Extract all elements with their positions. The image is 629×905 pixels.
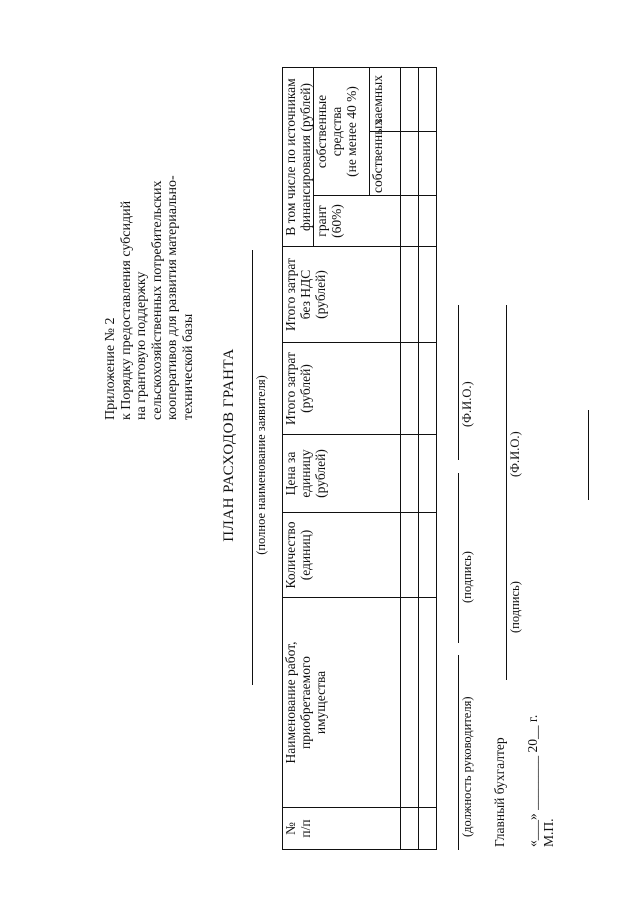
table-cell: [401, 196, 419, 247]
table-cell: [401, 435, 419, 513]
table-cell: [401, 513, 419, 598]
appendix-line: к Порядку предоставления субсидий: [118, 200, 134, 420]
col-header-unit-price: Цена за единицу (рублей): [283, 435, 401, 513]
appendix-line: кооперативов для развития материально-: [165, 175, 180, 420]
signature1-line: [458, 473, 459, 643]
table-cell: [401, 132, 419, 196]
fio2-line: [506, 305, 507, 505]
applicant-caption: (полное наименование заявителя): [254, 375, 268, 555]
col-header-grant: грант (60%): [314, 196, 401, 247]
table-cell: [401, 247, 419, 343]
table-cell: [419, 435, 437, 513]
table-cell: [419, 343, 437, 435]
head-position-line: [458, 655, 459, 850]
table-cell: [401, 67, 419, 131]
table-cell: [419, 132, 437, 196]
appendix-line: Приложение № 2: [103, 317, 118, 420]
table-cell: [401, 343, 419, 435]
table-cell: [419, 513, 437, 598]
signature2-line: [506, 505, 507, 680]
appendix-line: технической базы: [180, 313, 196, 420]
table-cell: [419, 598, 437, 808]
fio2-caption: (Ф.И.О.): [508, 431, 522, 477]
col-header-own-funds: собственные средства (не менее 40 %): [314, 67, 370, 195]
table-cell: [401, 808, 419, 850]
appendix-line: на грантовую поддержку: [134, 271, 149, 420]
chief-accountant-label: Главный бухгалтер: [492, 737, 507, 847]
table-row: [401, 67, 419, 849]
col-header-name: Наименование работ, приобретаемого имущества: [283, 598, 401, 808]
table-cell: [419, 247, 437, 343]
grant-expense-table: [282, 67, 437, 850]
col-header-quantity: Количество (единиц): [283, 513, 401, 598]
document-title: ПЛАН РАСХОДОВ ГРАНТА: [221, 348, 237, 542]
col-header-num: № п/п: [283, 808, 401, 850]
table-cell: [419, 196, 437, 247]
table-row: [419, 67, 437, 849]
col-header-sources: В том числе по источникам финансирования (рублей): [283, 67, 314, 246]
col-header-own: собственных: [370, 132, 401, 196]
extra-line: [588, 410, 589, 500]
col-header-total-novat: Итого затрат без НДС (рублей): [283, 247, 401, 343]
appendix-note: [103, 175, 196, 420]
col-header-borrowed: заемных: [370, 67, 401, 131]
fio1-caption: (Ф.И.О.): [460, 381, 474, 427]
applicant-line: [252, 250, 253, 685]
table-cell: [401, 598, 419, 808]
fio1-line: [458, 305, 459, 460]
signature2-caption: (подпись): [508, 581, 522, 633]
table-cell: [419, 808, 437, 850]
signature1-caption: (подпись): [460, 551, 474, 603]
stamp-mark: М.П.: [541, 818, 556, 847]
date-line: «___» ________ 20__ г.: [525, 714, 540, 847]
table-cell: [419, 67, 437, 131]
head-position-caption: (должность руководителя): [460, 696, 474, 837]
appendix-line: сельскохозяйственных потребительских: [149, 180, 165, 420]
col-header-total: Итого затрат (рублей): [283, 343, 401, 435]
